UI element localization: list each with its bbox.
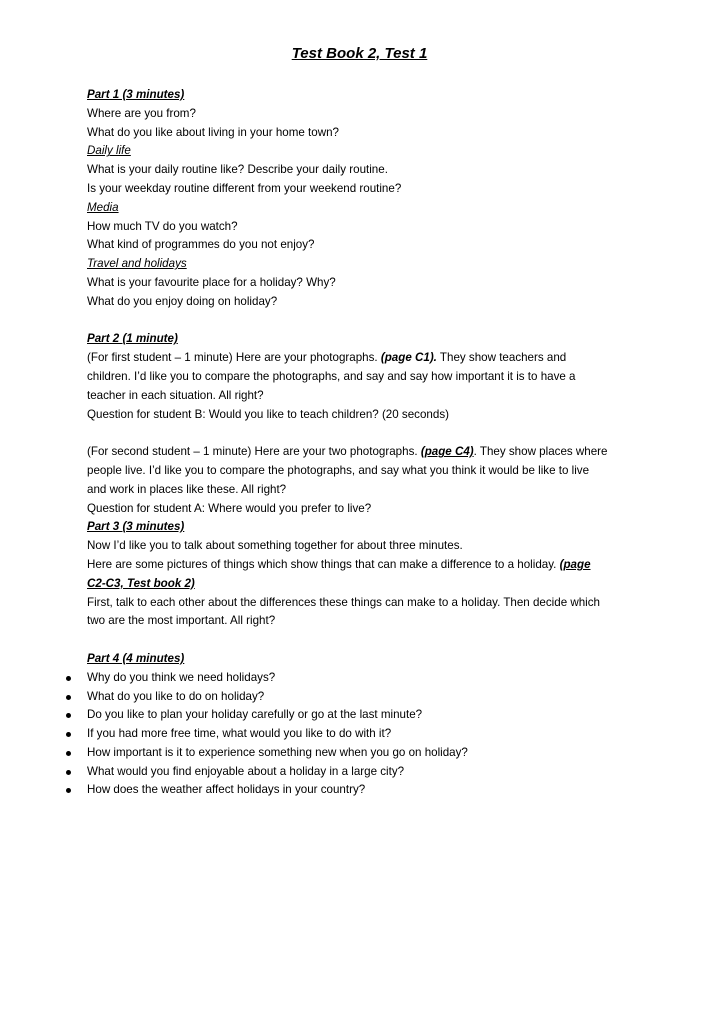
part2-second-line: and work in places like these. All right? [87, 482, 287, 496]
part4-question: Do you like to plan your holiday carefully or go at the last minute? [87, 708, 423, 722]
part2-first-text: (For first student – 1 minute) Here are your photographs. [87, 351, 381, 365]
bullet-icon [66, 788, 71, 793]
spacer [87, 424, 647, 443]
media-question: How much TV do you watch? [87, 219, 238, 233]
part2-student-b-question: Question for student B: Would you like to teach children? (20 seconds) [87, 407, 449, 421]
part2-heading: Part 2 (1 minute) [87, 332, 178, 346]
part1-question: What do you like about living in your home town? [87, 125, 339, 139]
part2-first-line [87, 349, 647, 368]
travel-question: What is your favourite place for a holiday? Why? [87, 275, 336, 289]
page-reference: (page [559, 557, 591, 571]
bullet-icon [66, 751, 71, 756]
part3-line: Now I’d like you to talk about something together for about three minutes. [87, 539, 463, 553]
bullet-icon [66, 695, 71, 700]
part3-line: First, talk to each other about the differences these things can make to a holiday. Then decide which [87, 595, 601, 609]
part4-question: What do you like to do on holiday? [87, 689, 265, 703]
list-item [87, 706, 647, 725]
part4-question: If you had more free time, what would you like to do with it? [87, 727, 392, 741]
part1-question: Where are you from? [87, 106, 196, 120]
list-item [87, 763, 647, 782]
travel-heading: Travel and holidays [87, 257, 187, 271]
daily-life-question: What is your daily routine like? Describe your daily routine. [87, 163, 388, 177]
daily-life-heading: Daily life [87, 144, 131, 158]
part3-heading: Part 3 (3 minutes) [87, 520, 185, 534]
bullet-icon [66, 770, 71, 775]
part2-second-line: people live. I’d like you to compare the photographs, and say what you think it would be like to live [87, 463, 590, 477]
part4-question: Why do you think we need holidays? [87, 670, 276, 684]
part2-second-line [87, 443, 647, 462]
spacer [87, 631, 647, 650]
page-reference: C2-C3, Test book 2) [87, 576, 195, 590]
part2-student-a-question: Question for student A: Where would you prefer to live? [87, 501, 372, 515]
part3-text: Here are some pictures of things which show things that can make a difference to a holiday. [87, 557, 560, 571]
list-item [87, 669, 647, 688]
list-item [87, 725, 647, 744]
spacer [87, 312, 647, 331]
part4-question: How does the weather affect holidays in your country? [87, 783, 366, 797]
media-question: What kind of programmes do you not enjoy? [87, 238, 315, 252]
document-title: Test Book 2, Test 1 [291, 45, 428, 62]
list-item [87, 744, 647, 763]
list-item [87, 781, 647, 800]
page-reference: (page C4) [420, 445, 474, 459]
part4-question: How important is it to experience something new when you go on holiday? [87, 745, 468, 759]
list-item [87, 688, 647, 707]
part4-heading: Part 4 (4 minutes) [87, 651, 185, 665]
bullet-icon [66, 676, 71, 681]
part2-first-text: They show teachers and [436, 351, 567, 365]
part2-second-text: (For second student – 1 minute) Here are your two photographs. [87, 445, 421, 459]
bullet-icon [66, 713, 71, 718]
part2-first-line: teacher in each situation. All right? [87, 388, 264, 402]
travel-question: What do you enjoy doing on holiday? [87, 294, 278, 308]
daily-life-question: Is your weekday routine different from your weekend routine? [87, 181, 402, 195]
part2-first-line: children. I’d like you to compare the photographs, and say and say how important it is to have a [87, 369, 576, 383]
part1-heading: Part 1 (3 minutes) [87, 88, 185, 101]
media-heading: Media [87, 200, 119, 214]
part3-line: two are the most important. All right? [87, 614, 276, 628]
bullet-icon [66, 732, 71, 737]
part4-question: What would you find enjoyable about a holiday in a large city? [87, 764, 405, 778]
page-reference: (page C1). [380, 351, 437, 365]
part3-line [87, 556, 647, 575]
document-body [87, 86, 647, 800]
part4-question-list [87, 669, 647, 801]
part2-second-text: . They show places where [473, 445, 608, 459]
